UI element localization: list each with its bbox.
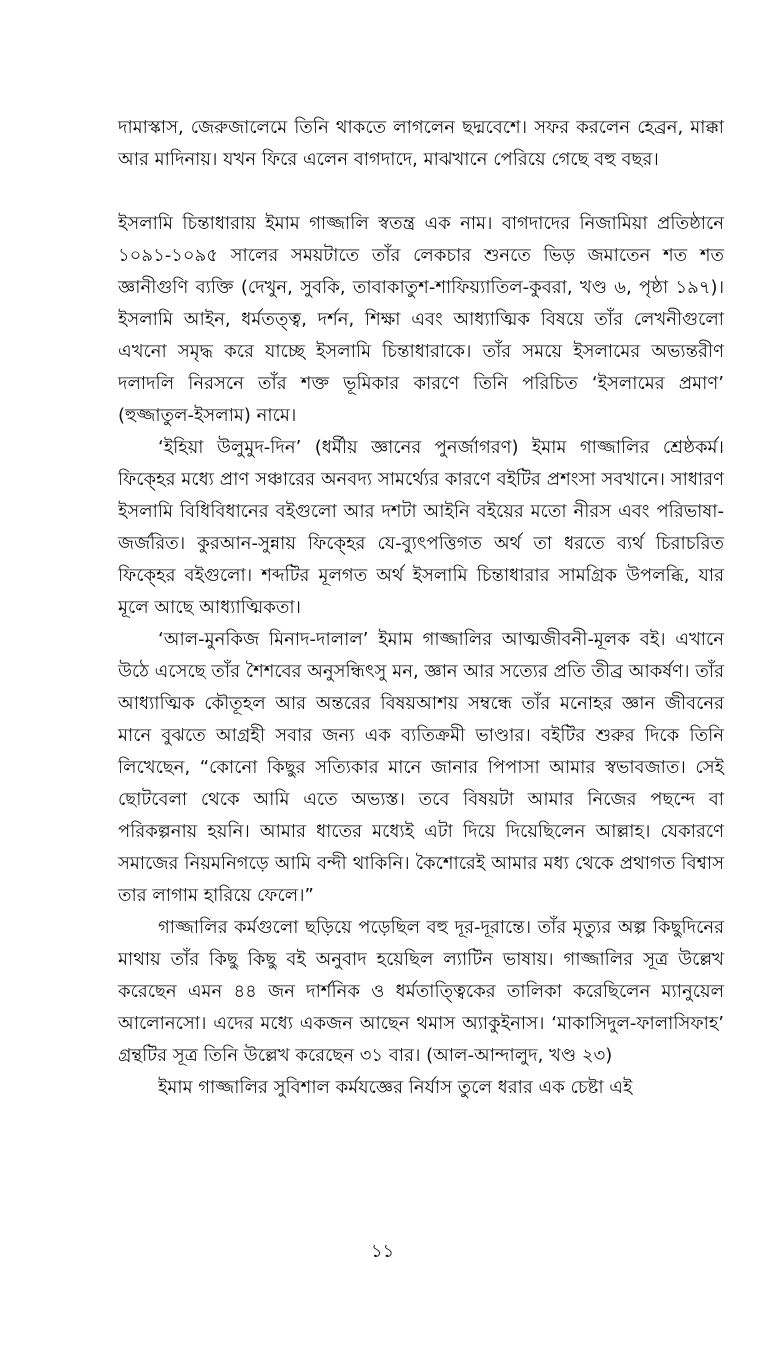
page-number: ১১ (370, 1241, 395, 1262)
paragraph-6: ইমাম গাজ্জালির সুবিশাল কর্মযজ্ঞের নির্যাস তুলে ধরার এক চেষ্টা এই (158, 1077, 633, 1098)
paragraph-4: ‘আল-মুনকিজ মিনাদ-দালাল’ ইমাম গাজ্জালির আত্মজীবনী-মূলক বই। এখানে উঠে এসেছে তাঁর শৈশবের অনুসন্ধিৎসু মন, জ্ঞান আর সত্যের প্রতি তীব্র আকর্ষণ। তাঁর আধ্যাত্মিক কৌতূহল আর অন্তরের বিষয়আশয় সম্বন্ধে তাঁর মনোহর জ্ঞান জীবনের মানে বুঝতে আগ্রহী সবার জন্য এক ব্যতিক্রমী ভাণ্ডার। বইটির শুরুর দিকে তিনি লিখেছেন, “কোনো কিছুর সত্যিকার মানে জানার পিপাসা আমার স্বভাবজাত। সেই ছোটবেলা থেকে আমি এতে অভ্যস্ত। তবে বিষয়টা আমার নিজের পছন্দে বা পরিকল্পনায় হয়নি। আমার ধাতের মধ্যেই এটা দিয়ে দিয়েছিলেন আল্লাহ। যেকারণে সমাজের নিয়মনিগড়ে আমি বন্দী থাকিনি। কৈশোরেই আমার মধ্য থেকে প্রথাগত বিশ্বাস তার লাগাম হারিয়ে ফেলে।” (118, 629, 724, 906)
paragraph-3: ‘ইহিয়া উলুমুদ-দিন’ (ধর্মীয় জ্ঞানের পুনর্জাগরণ) ইমাম গাজ্জালির শ্রেষ্ঠকর্ম। ফিক্হের মধ্যে প্রাণ সঞ্চারের অনবদ্য সামর্থ্যের কারণে বইটির প্রশংসা সবখানে। সাধারণ ইসলামি বিধিবিধানের বইগুলো আর দশটা আইনি বইয়ের মতো নীরস এবং পরিভাষা-জর্জরিত। কুরআন-সুন্নায় ফিক্হের যে-ব্যুৎপত্তিগত অর্থ তা ধরতে ব্যর্থ চিরাচরিত ফিক্হের বইগুলো। শব্দটির মূলগত অর্থ ইসলামি চিন্তাধারার সামগ্রিক উপলব্ধি, যার মূলে আছে আধ্যাত্মিকতা। (118, 437, 724, 618)
paragraph-2: ইসলামি চিন্তাধারায় ইমাম গাজ্জালি স্বতন্ত্র এক নাম। বাগদাদের নিজামিয়া প্রতিষ্ঠানে ১০৯১-১০৯৫ সালের সময়টাতে তাঁর লেকচার শুনতে ভিড় জমাতেন শত শত জ্ঞানীগুণি ব্যক্তি (দেখুন, সুবকি, তাবাকাতুশ-শাফিয়্যাতিল-কুবরা, খণ্ড ৬, পৃষ্ঠা ১৯৭)। ইসলামি আইন, ধর্মতত্ত্ব, দর্শন, শিক্ষা এবং আধ্যাত্মিক বিষয়ে তাঁর লেখনীগুলো এখনো সমৃদ্ধ করে যাচ্ছে ইসলামি চিন্তাধারাকে। তাঁর সময়ে ইসলামের অভ্যন্তরীণ দলাদলি নিরসনে তাঁর শক্ত ভূমিকার কারণে তিনি পরিচিত ‘ইসলামের প্রমাণ’ (হুজ্জাতুল-ইসলাম) নামে। (118, 213, 724, 426)
page-body (118, 112, 724, 1104)
paragraph-5: গাজ্জালির কর্মগুলো ছড়িয়ে পড়েছিল বহু দূর-দূরান্তে। তাঁর মৃত্যুর অল্প কিছুদিনের মাথায় তাঁর কিছু কিছু বই অনুবাদ হয়েছিল ল্যাটিন ভাষায়। গাজ্জালির সূত্র উল্লেখ করেছেন এমন ৪৪ জন দার্শনিক ও ধর্মতাত্ত্বিকের তালিকা করেছিলেন ম্যানুয়েল আলোনসো। এদের মধ্যে একজন আছেন থমাস অ্যাকুইনাস। ‘মাকাসিদুল-ফালাসিফাহ’ গ্রন্থটির সূত্র তিনি উল্লেখ করেছেন ৩১ বার। (আল-আন্দালুদ, খণ্ড ২৩) (118, 917, 724, 1066)
paragraph-1: দামাস্কাস, জেরুজালেমে তিনি থাকতে লাগলেন ছদ্মবেশে। সফর করলেন হেব্রন, মাক্কা আর মাদিনায়। যখন ফিরে এলেন বাগদাদে, মাঝখানে পেরিয়ে গেছে বহু বছর। (118, 117, 724, 170)
